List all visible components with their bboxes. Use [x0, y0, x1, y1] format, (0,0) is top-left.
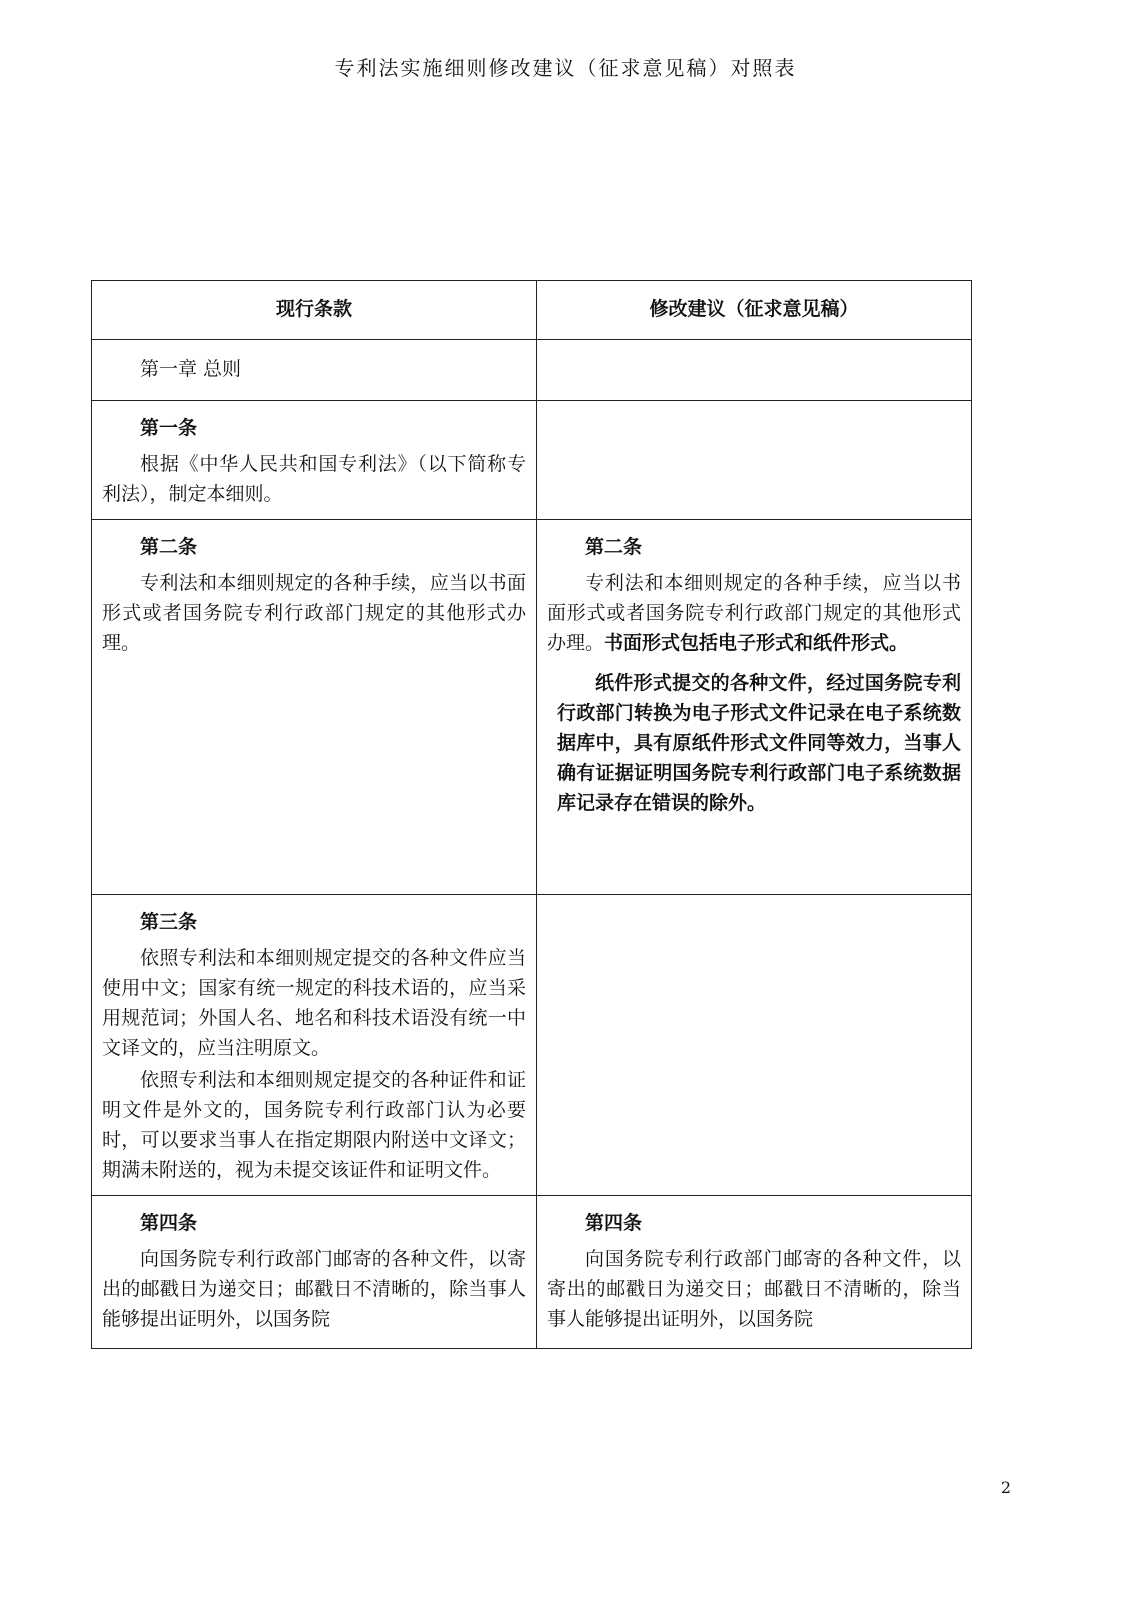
art4-label: 第四条: [140, 1212, 198, 1234]
art2-proposed-text: [547, 568, 961, 658]
art1-label: 第一条: [140, 417, 198, 439]
art3-label: 第三条: [140, 911, 198, 933]
art3-current-p2: 依照专利法和本细则规定提交的各种证件和证明文件是外文的，国务院专利行政部门认为必要时，可以要求当事人在指定期限内附送中文译文；期满未附送的，视为未提交该证件和证明文件。: [102, 1069, 526, 1181]
cell-art3-current: [92, 895, 537, 1196]
header-current-clauses: 现行条款: [92, 281, 537, 340]
cell-art4-proposed: [537, 1196, 972, 1349]
cell-chapter-current: [92, 340, 537, 401]
art2-proposed-label: 第二条: [585, 536, 643, 558]
art2-proposed-added-paragraph: 纸件形式提交的各种文件，经过国务院专利行政部门转换为电子形式文件记录在电子系统数据库中，具有原纸件形式文件同等效力，当事人确有证据证明国务院专利行政部门电子系统数据库记录存在错误的除外。: [557, 672, 961, 814]
document-title: 专利法实施细则修改建议（征求意见稿）对照表: [334, 56, 797, 80]
comparison-table: [91, 280, 972, 1349]
art4-proposed-text: 向国务院专利行政部门邮寄的各种文件，以寄出的邮戳日为递交日；邮戳日不清晰的，除当事人能够提出证明外，以国务院: [547, 1248, 961, 1330]
art3-current-p1: 依照专利法和本细则规定提交的各种文件应当使用中文；国家有统一规定的科技术语的，应当采用规范词；外国人名、地名和科技术语没有统一中文译文的，应当注明原文。: [102, 947, 526, 1059]
page-number: 2: [1000, 1478, 1011, 1497]
art1-current-text: 根据《中华人民共和国专利法》（以下简称专利法），制定本细则。: [102, 453, 526, 505]
cell-art1-proposed: [537, 401, 972, 520]
table-row-chapter: [92, 340, 972, 401]
art4-current-text: 向国务院专利行政部门邮寄的各种文件，以寄出的邮戳日为递交日；邮戳日不清晰的，除当事人能够提出证明外，以国务院: [102, 1248, 526, 1330]
table-row-article-2: [92, 520, 972, 895]
art2-proposed-added: 书面形式包括电子形式和纸件形式。: [604, 632, 909, 654]
table-row-article-1: [92, 401, 972, 520]
art4-proposed-label: 第四条: [585, 1212, 643, 1234]
table-row-article-3: [92, 895, 972, 1196]
header-proposed-revisions: 修改建议（征求意见稿）: [537, 281, 972, 340]
cell-art3-proposed: [537, 895, 972, 1196]
cell-art1-current: [92, 401, 537, 520]
cell-chapter-proposed: [537, 340, 972, 401]
cell-art2-current: [92, 520, 537, 895]
art2-current-text: 专利法和本细则规定的各种手续，应当以书面形式或者国务院专利行政部门规定的其他形式办理。: [102, 572, 526, 654]
art2-label: 第二条: [140, 536, 198, 558]
table-row-article-4: [92, 1196, 972, 1349]
cell-art4-current: [92, 1196, 537, 1349]
chapter-heading: 第一章 总则: [140, 358, 242, 380]
table-header-row: [92, 281, 972, 340]
cell-art2-proposed: [537, 520, 972, 895]
art2-proposed-plain: 专利法和本细则规定的各种手续，应当以书面形式或者国务院专利行政部门规定的其他形式办理。: [547, 572, 961, 654]
